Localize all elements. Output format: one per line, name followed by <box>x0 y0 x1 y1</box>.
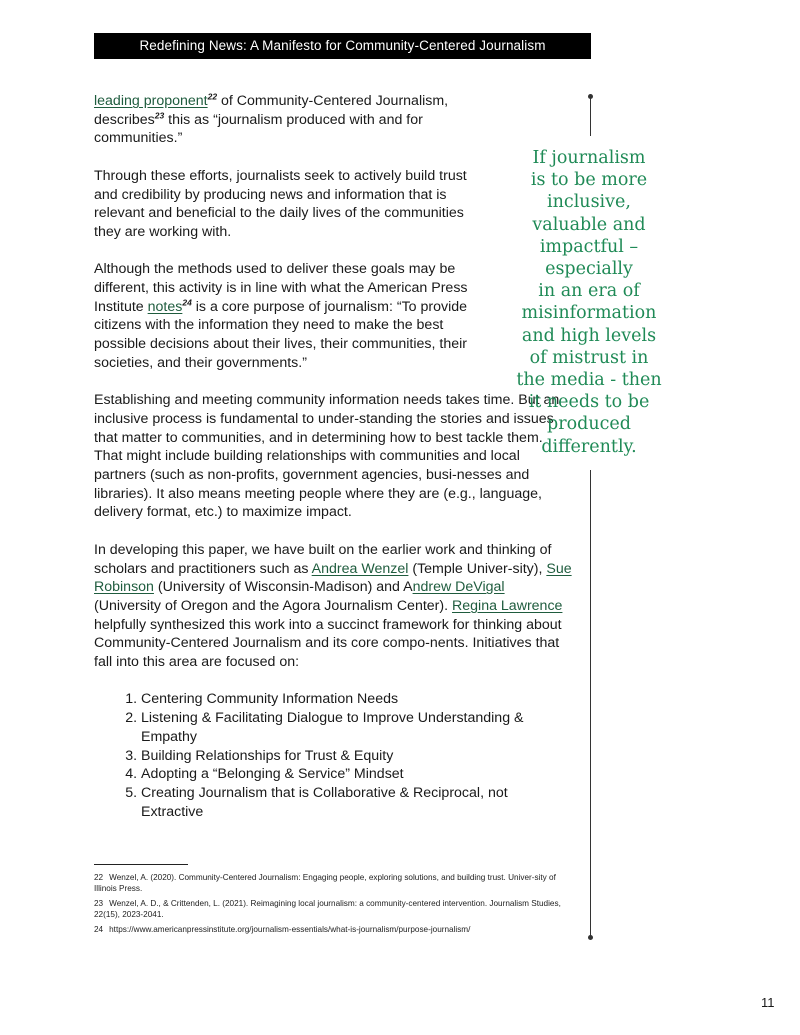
pull-quote-line: valuable and <box>532 214 646 235</box>
footnote-url[interactable]: https://www.americanpressinstitute.org/journalism-essentials/what-is-journalism/purpose-journalism/ <box>109 925 471 934</box>
pull-quote-line: it needs to be <box>528 392 650 413</box>
scholars-text-2: (Temple Univer-sity), <box>408 560 547 577</box>
intro-text-2: this as “journalism produced with and for communities.” <box>94 111 423 147</box>
pull-quote-line: is to be more <box>530 170 648 191</box>
running-header: Redefining News: A Manifesto for Community-Centered Journalism <box>94 33 591 59</box>
pull-quote-line: misinformation <box>521 303 657 324</box>
pull-quote-line: impactful – <box>539 236 639 257</box>
list-item: 2. Listening & Facilitating Dialogue to Improve Understanding & Empathy <box>141 709 551 746</box>
api-notes-link[interactable]: notes <box>147 298 183 315</box>
footnote-text: Wenzel, A. (2020). Community-Centered Journalism: Engaging people, exploring solutions, and building trust. Univer-sity of Illinois Press. <box>94 873 556 893</box>
pull-quote-line: produced <box>547 414 631 435</box>
andrea-wenzel-link[interactable]: Andrea Wenzel <box>311 560 409 577</box>
pull-quote-line: differently. <box>541 436 637 457</box>
intro-text: of Community-Centered Journalism, describes <box>94 93 449 128</box>
footnote-ref-23[interactable]: 23 <box>154 109 165 120</box>
vertical-rule-top <box>590 96 591 136</box>
footnote-divider <box>94 864 188 865</box>
pull-quote-line: of mistrust in <box>529 347 649 368</box>
andrew-devigal-link[interactable]: ndrew DeVigal <box>412 579 505 596</box>
leading-proponent-link[interactable]: leading proponent <box>94 93 208 109</box>
paragraph-trust: Through these efforts, journalists seek to actively build trust and credibility by producing news and information that is relevant and beneficial to the daily lives of the communities they are working with. <box>94 167 467 240</box>
footnote-ref-22[interactable]: 22 <box>207 91 218 102</box>
list-item: 1. Centering Community Information Needs <box>141 690 551 709</box>
footnote-24 <box>94 925 564 936</box>
framework-list <box>94 690 572 821</box>
footnote-number: 24 <box>94 925 104 934</box>
regina-lawrence-link[interactable]: Regina Lawrence <box>452 597 563 614</box>
paragraph-api <box>94 260 492 372</box>
pull-quote-line: inclusive, <box>547 192 631 213</box>
api-text-1: Although the methods used to deliver these goals may be different, this activity is in line with what the American Press Institute <box>94 261 468 315</box>
footnote-text: Wenzel, A. D., & Crittenden, L. (2021). Reimagining local journalism: a community-centered intervention. Journalism Studies, 22(15), 2023-2041. <box>94 899 561 919</box>
list-item: 3. Building Relationships for Trust & Equity <box>141 747 551 766</box>
list-item: 5. Creating Journalism that is Collaborative & Reciprocal, not Extractive <box>141 784 551 821</box>
pull-quote-line: If journalism <box>532 148 646 168</box>
footnote-23 <box>94 899 564 920</box>
paragraph-scholars <box>94 541 572 672</box>
api-text-2: is a core purpose of journalism: “To provide citizens with the information they need to make the best possible decisions about their lives, their communities, their societies, and their governments.” <box>94 298 468 371</box>
footnote-22 <box>94 873 564 894</box>
scholars-text-5: helpfully synthesized this work into a succinct framework for thinking about Community-Centered Journalism and its core compo-nents. Initiatives that fall into this area are focused on: <box>94 616 562 671</box>
vertical-rule-bottom <box>590 470 591 938</box>
main-body <box>94 92 572 821</box>
footnote-number: 22 <box>94 873 104 882</box>
page-number: 11 <box>761 995 775 1010</box>
sue-robinson-link[interactable]: Sue Robinson <box>94 560 572 596</box>
paragraph-intro <box>94 92 492 148</box>
pull-quote-line: and high levels <box>521 325 657 346</box>
pull-quote <box>506 147 672 458</box>
list-item: 4. Adopting a “Belonging & Service” Mindset <box>141 765 551 784</box>
pull-quote-line: in an era of <box>538 281 640 302</box>
paragraph-info-needs: Establishing and meeting community information needs takes time. But an inclusive process is fundamental to under-standing the stories and issues that matter to communities, and in determining how to best tackle them. That might include building relationships with communities and local partners (such as non-profits, government agencies, busi-nesses and libraries). It also means meeting people where they are (e.g., language, delivery format, etc.) to maximize impact. <box>94 392 560 521</box>
footnote-number: 23 <box>94 899 104 908</box>
pull-quote-line: the media - then <box>516 370 662 391</box>
footnote-ref-24[interactable]: 24 <box>182 296 192 307</box>
pull-quote-line: especially <box>545 259 633 280</box>
footnotes <box>94 873 564 941</box>
scholars-text-1: In developing this paper, we have built on the earlier work and thinking of scholars and practitioners such as <box>94 541 552 577</box>
rule-bottom-dot <box>588 935 593 940</box>
scholars-text-4: (University of Oregon and the Agora Journalism Center). <box>94 597 453 614</box>
scholars-text-3: (University of Wisconsin-Madison) and A <box>153 579 413 596</box>
